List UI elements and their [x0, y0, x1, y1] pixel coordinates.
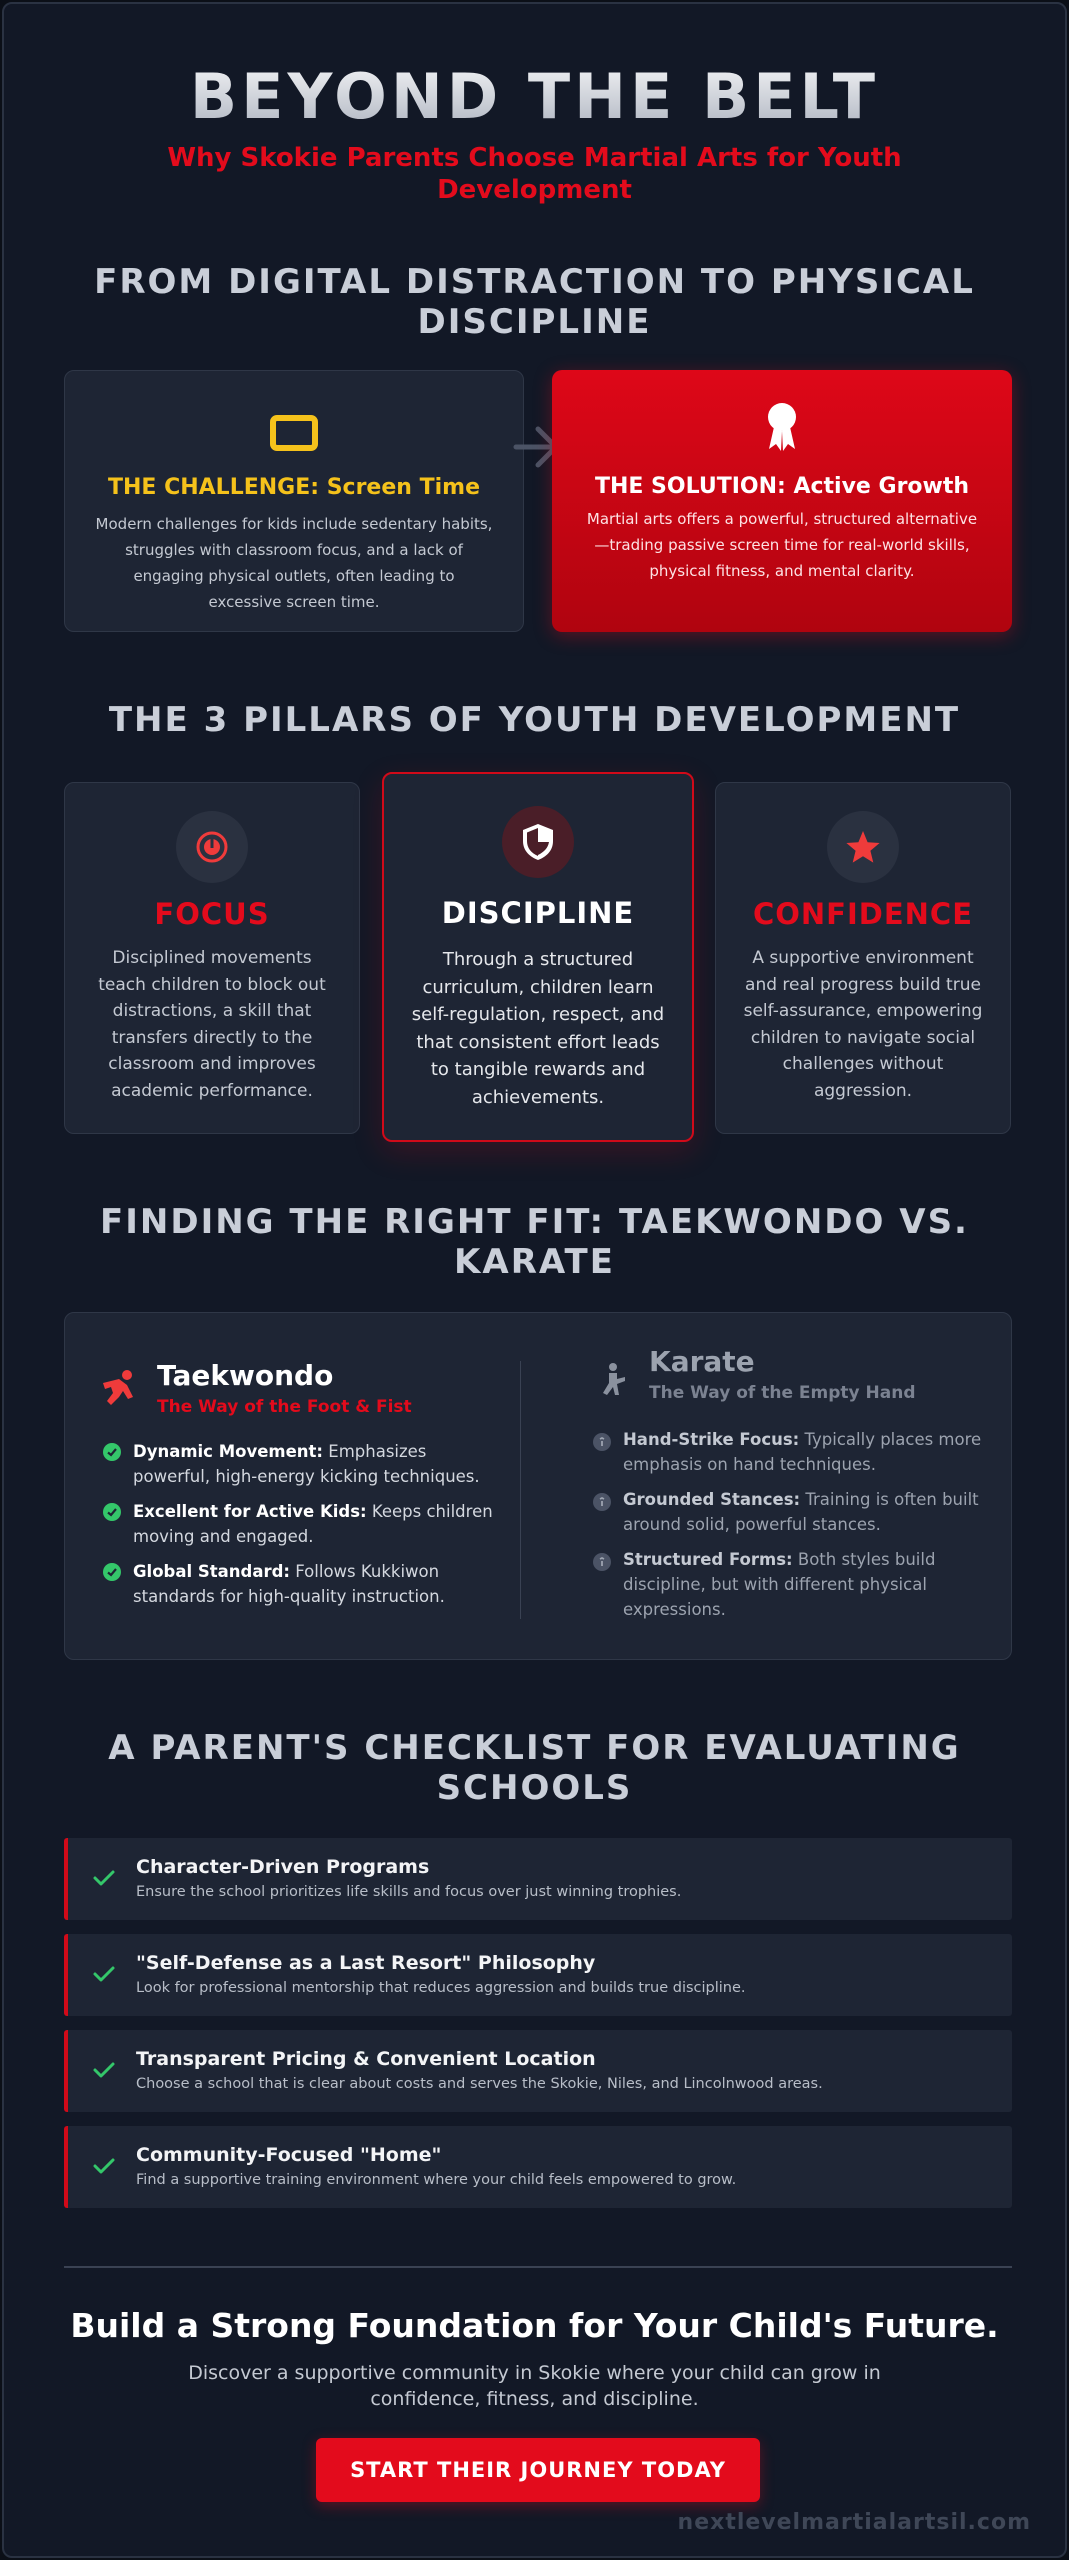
- pillar-desc: A supportive environment and real progress build true self-assurance, empowering children to navigate social challenges without aggression.: [743, 948, 983, 1101]
- challenge-card: [64, 370, 524, 632]
- taekwondo-feature: Global Standard: Follows Kukkiwon standards for high-quality instruction.: [133, 1562, 445, 1606]
- pillar-name: DISCIPLINE: [441, 896, 635, 930]
- checklist-item-desc: Find a supportive training environment where your child feels empowered to grow.: [136, 2172, 737, 2188]
- info-circle-icon: [593, 1433, 611, 1451]
- cta-title: Build a Strong Foundation for Your Child's Future.: [70, 2306, 999, 2345]
- checklist-item-desc: Look for professional mentorship that reduces aggression and builds true discipline.: [136, 1980, 746, 1996]
- section-title-right-fit: FINDING THE RIGHT FIT: TAEKWONDO VS. KARATE: [100, 1202, 969, 1282]
- karate-tagline: The Way of the Empty Hand: [649, 1383, 916, 1403]
- check-circle-icon: [103, 1443, 121, 1461]
- screen-icon: [65, 409, 523, 459]
- karate-feature: Grounded Stances: Training is often built around solid, powerful stances.: [623, 1490, 979, 1534]
- target-icon: [176, 811, 248, 883]
- section-title-checklist: A PARENT'S CHECKLIST FOR EVALUATING SCHOOLS: [108, 1728, 961, 1808]
- karate-name: Karate: [649, 1345, 755, 1378]
- checklist-item-desc: Choose a school that is clear about costs and serves the Skokie, Niles, and Lincolnwood areas.: [136, 2076, 823, 2092]
- check-circle-icon: [103, 1503, 121, 1521]
- section-divider: [64, 2266, 1012, 2268]
- checklist-item-desc: Ensure the school prioritizes life skills and focus over just winning trophies.: [136, 1884, 682, 1900]
- challenge-heading: THE CHALLENGE: Screen Time: [107, 475, 480, 500]
- checklist-item-title: Community-Focused "Home": [136, 2144, 442, 2166]
- checkmark-icon: [92, 2154, 116, 2178]
- footer-website-url[interactable]: nextlevelmartialartsil.com: [677, 2510, 1031, 2535]
- comparison-divider: [520, 1361, 521, 1619]
- taekwondo-tagline: The Way of the Foot & Fist: [157, 1397, 412, 1417]
- checklist-item-title: Character-Driven Programs: [136, 1856, 430, 1878]
- shield-icon: [502, 806, 574, 878]
- checklist-item: [64, 1934, 1012, 2016]
- taekwondo-name: Taekwondo: [157, 1359, 334, 1392]
- info-circle-icon: [593, 1493, 611, 1511]
- checklist-item: [64, 1838, 1012, 1920]
- style-comparison-card: [64, 1312, 1012, 1660]
- pillar-name: FOCUS: [154, 897, 270, 931]
- karate-feature: Structured Forms: Both styles build discipline, but with different physical expressions.: [623, 1550, 936, 1619]
- checkmark-icon: [92, 1962, 116, 1986]
- star-icon: [827, 811, 899, 883]
- check-circle-icon: [103, 1563, 121, 1581]
- punching-figure-icon: [595, 1359, 637, 1401]
- info-circle-icon: [593, 1553, 611, 1571]
- taekwondo-feature: Dynamic Movement: Emphasizes powerful, high-energy kicking techniques.: [133, 1442, 480, 1486]
- checkmark-icon: [92, 1866, 116, 1890]
- pillar-confidence-card: [715, 782, 1011, 1134]
- pillar-desc: Through a structured curriculum, children learn self-regulation, respect, and that consistent effort leads to tangible rewards and achievements.: [411, 949, 665, 1108]
- start-journey-button[interactable]: START THEIR JOURNEY TODAY: [316, 2438, 760, 2502]
- solution-heading: THE SOLUTION: Active Growth: [594, 474, 970, 499]
- checklist-item-title: Transparent Pricing & Convenient Location: [136, 2048, 596, 2070]
- award-ribbon-icon: [552, 402, 1012, 452]
- pillar-discipline-card: [382, 772, 694, 1142]
- section-title-digital-distraction: FROM DIGITAL DISTRACTION TO PHYSICAL DISCIPLINE: [94, 262, 975, 342]
- checkmark-icon: [92, 2058, 116, 2082]
- pillar-name: CONFIDENCE: [752, 897, 974, 931]
- pillar-desc: Disciplined movements teach children to block out distractions, a skill that transfers directly to the classroom and improves academic performance.: [98, 948, 326, 1101]
- page-subtitle: Why Skokie Parents Choose Martial Arts for Youth Development: [167, 143, 902, 205]
- solution-body: Martial arts offers a powerful, structured alternative—trading passive screen time for real-world skills, physical fitness, and mental clarity.: [586, 510, 978, 580]
- taekwondo-feature: Excellent for Active Kids: Keeps children moving and engaged.: [133, 1502, 493, 1546]
- solution-card: [552, 370, 1012, 632]
- cta-text: Discover a supportive community in Skokie where your child can grow in confidence, fitness, and discipline.: [188, 2362, 881, 2410]
- section-title-pillars: THE 3 PILLARS OF YOUTH DEVELOPMENT: [108, 700, 961, 740]
- infographic-page: [2, 2, 1067, 2558]
- checklist-item: [64, 2030, 1012, 2112]
- kicking-figure-icon: [97, 1367, 139, 1409]
- karate-feature: Hand-Strike Focus: Typically places more emphasis on hand techniques.: [623, 1430, 982, 1474]
- pillar-focus-card: [64, 782, 360, 1134]
- challenge-body: Modern challenges for kids include sedentary habits, struggles with classroom focus, and a lack of engaging physical outlets, often leading to excessive screen time.: [95, 515, 493, 611]
- page-title: BEYOND THE BELT: [4, 60, 1065, 133]
- checklist-item: [64, 2126, 1012, 2208]
- checklist-item-title: "Self-Defense as a Last Resort" Philosophy: [136, 1952, 596, 1974]
